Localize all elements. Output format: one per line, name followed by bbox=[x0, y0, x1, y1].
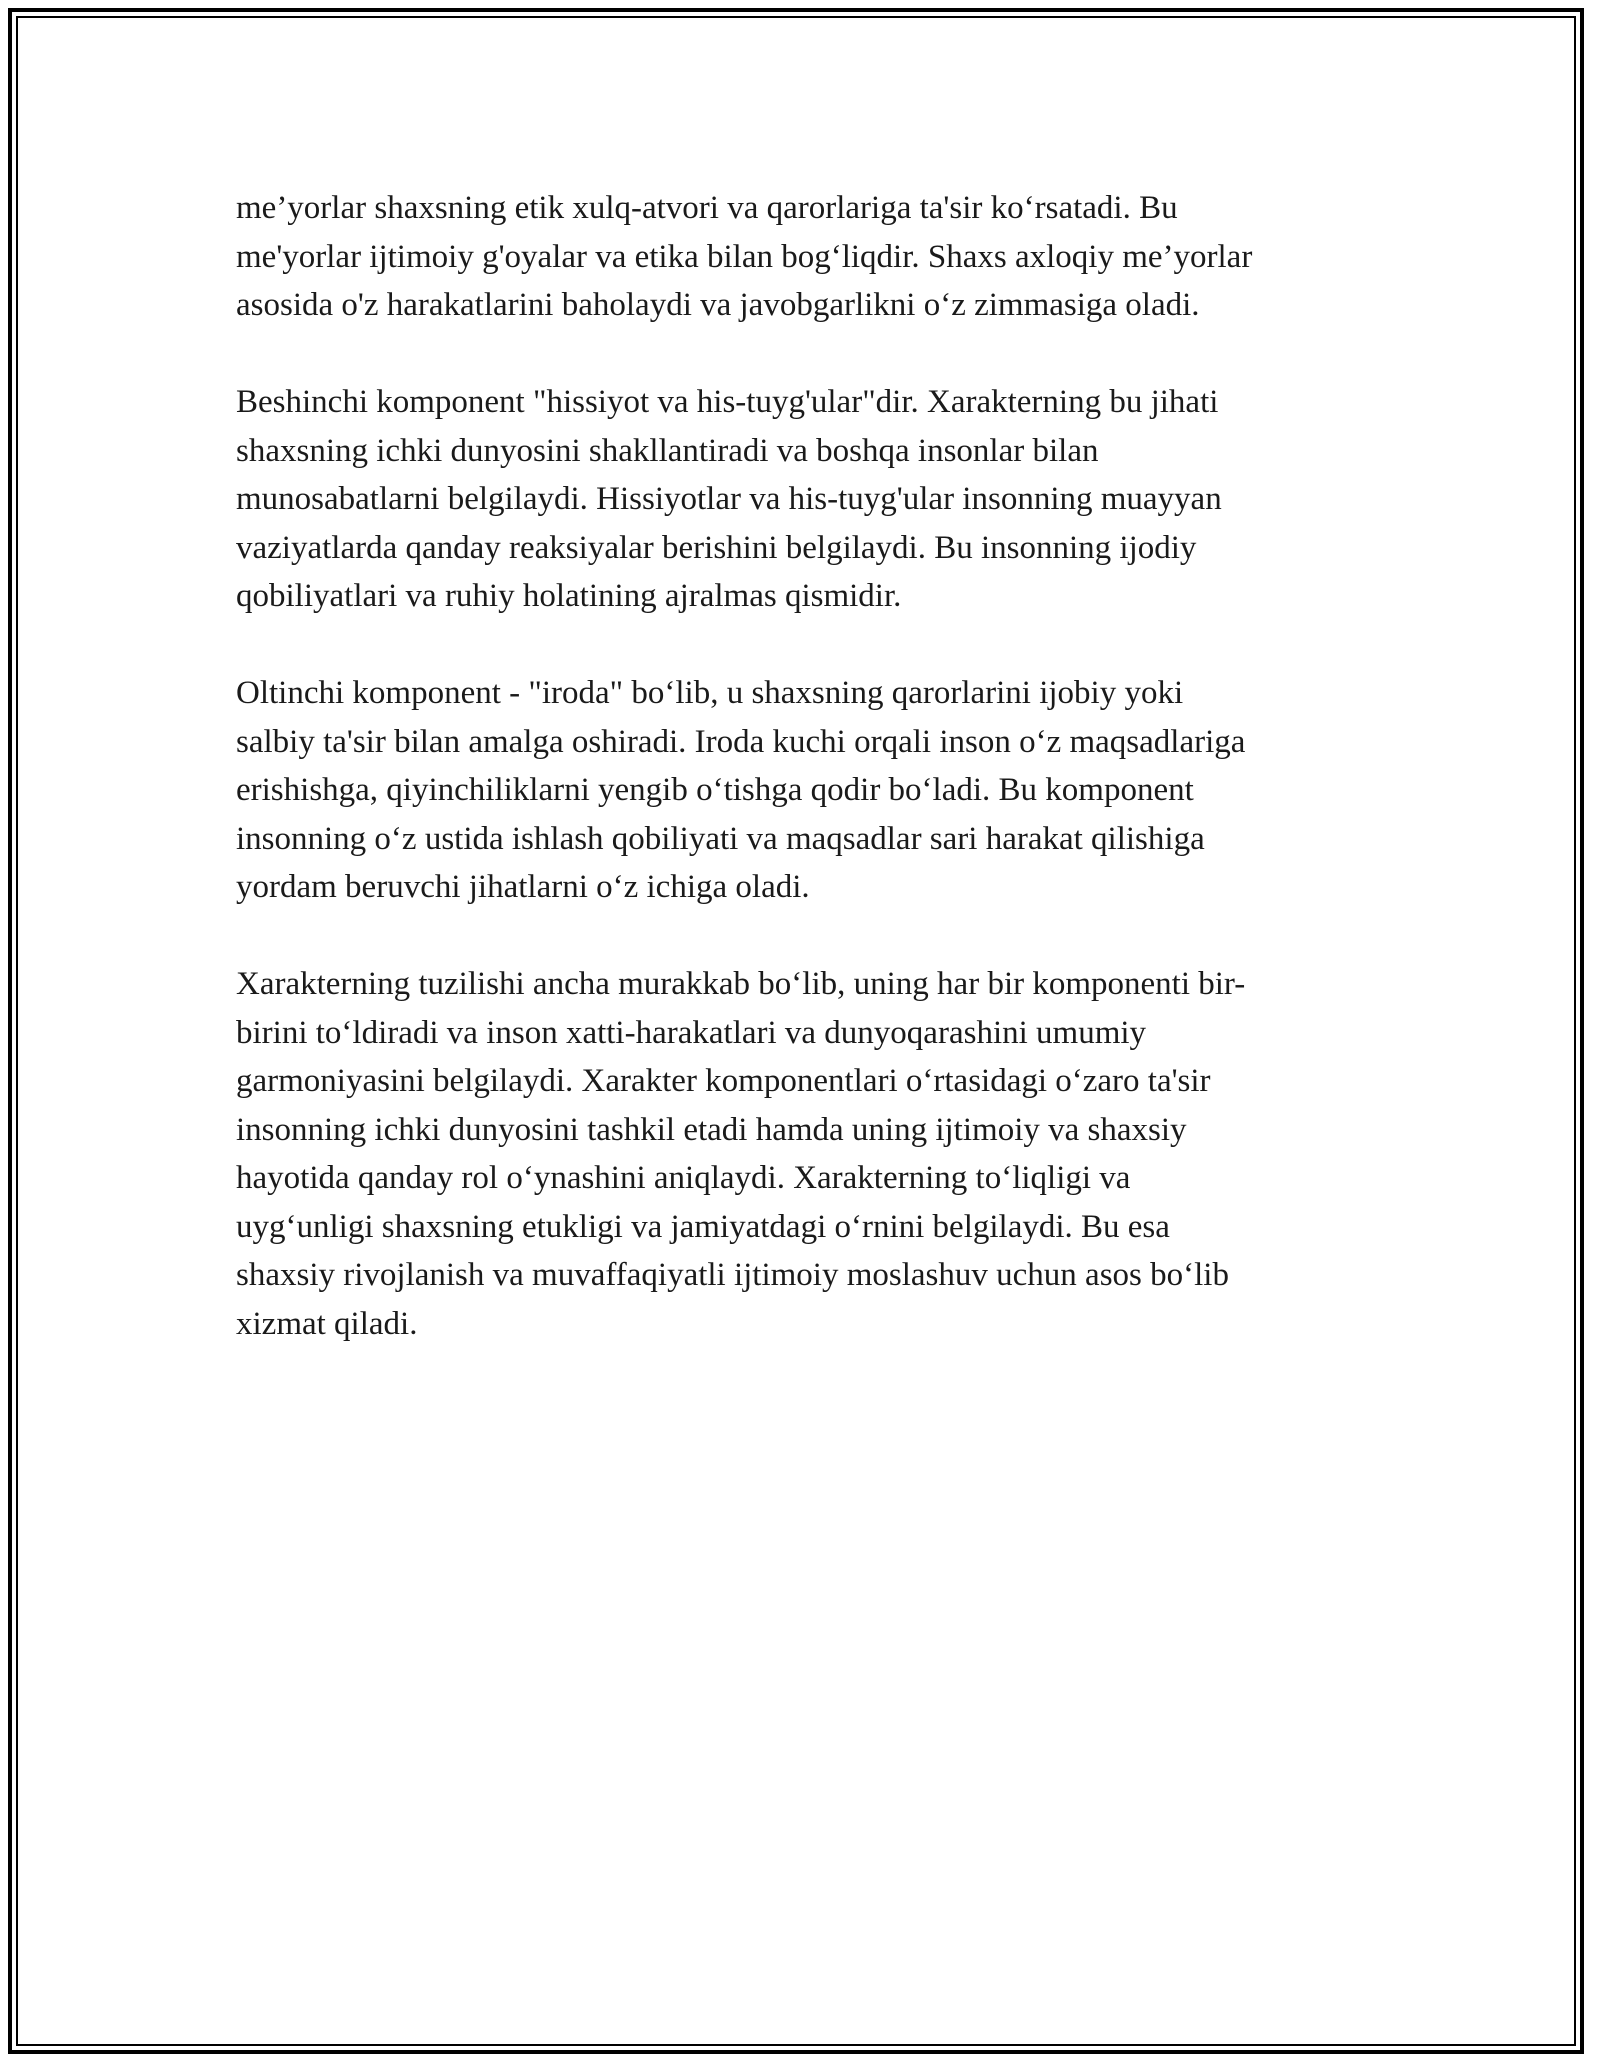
text-line: salbiy ta'sir bilan amalga oshiradi. Iroda kuchi orqali inson o‘z maqsadlariga bbox=[236, 723, 1246, 760]
text-line: xizmat qiladi. bbox=[236, 1305, 418, 1342]
text-line: yordam beruvchi jihatlarni o‘z ichiga oladi. bbox=[236, 869, 810, 905]
text-line: Beshinchi komponent "hissiyot va his-tuyg'ular"dir. Xarakterning bu jihati bbox=[236, 384, 1219, 420]
text-line: asosida o'z harakatlarini baholaydi va javobgarlikni o‘z zimmasiga oladi. bbox=[236, 287, 1200, 323]
text-line: vaziyatlarda qanday reaksiyalar berishini belgilaydi. Bu insonning ijodiy bbox=[236, 529, 1197, 566]
document-body bbox=[236, 184, 1386, 1397]
text-line: hayotida qanday rol o‘ynashini aniqlaydi. Xarakterning to‘liqligi va bbox=[236, 1160, 1131, 1196]
text-line: qobiliyatlari va ruhiy holatining ajralmas qismidir. bbox=[236, 578, 902, 614]
text-line: me'yorlar ijtimoiy g'oyalar va etika bilan bog‘liqdir. Shaxs axloqiy me’yorlar bbox=[236, 238, 1253, 275]
text-line: me’yorlar shaxsning etik xulq-atvori va qarorlariga ta'sir ko‘rsatadi. Bu bbox=[236, 190, 1178, 226]
text-line: birini to‘ldiradi va inson xatti-harakatlari va dunyoqarashini umumiy bbox=[236, 1014, 1147, 1051]
text-line: uyg‘unligi shaxsning etukligi va jamiyatdagi o‘rnini belgilaydi. Bu esa bbox=[236, 1208, 1170, 1245]
paragraph-emotions bbox=[236, 378, 1386, 621]
text-line: insonning o‘z ustida ishlash qobiliyati va maqsadlar sari harakat qilishiga bbox=[236, 820, 1205, 857]
text-line: Xarakterning tuzilishi ancha murakkab bo‘lib, uning har bir komponenti bir- bbox=[236, 966, 1246, 1002]
text-line: shaxsning ichki dunyosini shakllantiradi va boshqa insonlar bilan bbox=[236, 432, 1099, 469]
paragraph-character-structure bbox=[236, 960, 1386, 1348]
text-line: munosabatlarni belgilaydi. Hissiyotlar va his-tuyg'ular insonning muayyan bbox=[236, 481, 1222, 517]
text-line: Oltinchi komponent - "iroda" bo‘lib, u shaxsning qarorlarini ijobiy yoki bbox=[236, 675, 1184, 711]
paragraph-will bbox=[236, 669, 1386, 912]
text-line: erishishga, qiyinchiliklarni yengib o‘tishga qodir bo‘ladi. Bu komponent bbox=[236, 772, 1194, 808]
text-line: shaxsiy rivojlanish va muvaffaqiyatli ijtimoiy moslashuv uchun asos bo‘lib bbox=[236, 1257, 1229, 1293]
text-line: garmoniyasini belgilaydi. Xarakter komponentlari o‘rtasidagi o‘zaro ta'sir bbox=[236, 1063, 1211, 1099]
text-line: insonning ichki dunyosini tashkil etadi hamda uning ijtimoiy va shaxsiy bbox=[236, 1111, 1187, 1148]
paragraph-ethical-norms bbox=[236, 184, 1386, 330]
